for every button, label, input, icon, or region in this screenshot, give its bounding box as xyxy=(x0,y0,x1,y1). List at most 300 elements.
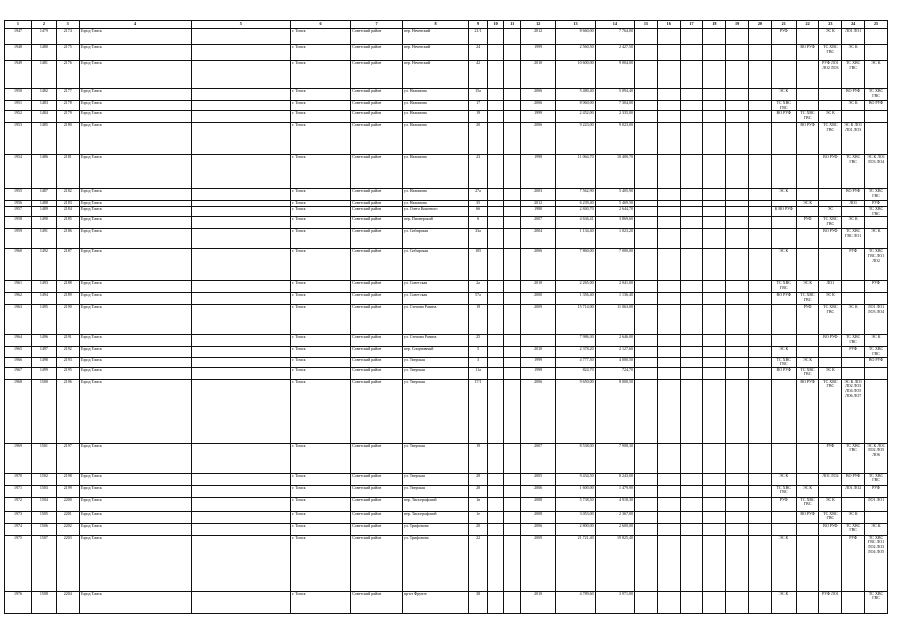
table-cell xyxy=(726,591,749,613)
table-cell xyxy=(680,523,703,535)
table-cell xyxy=(771,217,796,229)
table-cell xyxy=(796,229,819,249)
table-cell: ЭС К ЛО1 ЛО1 ЛО3 xyxy=(842,123,865,155)
table-cell xyxy=(680,367,703,379)
table-cell: Советский район xyxy=(351,201,403,207)
table-cell: 7 000,00 xyxy=(595,249,634,281)
table-cell xyxy=(749,591,772,613)
table-cell: Советский район xyxy=(351,473,403,485)
table-cell xyxy=(191,89,290,101)
table-cell xyxy=(703,89,726,101)
table-cell xyxy=(771,229,796,249)
table-cell xyxy=(680,229,703,249)
table-cell xyxy=(191,379,290,443)
table-cell xyxy=(504,123,521,155)
table-cell: Советский район xyxy=(351,207,403,217)
table-cell: ВО РУФ xyxy=(865,357,888,367)
table-cell xyxy=(703,591,726,613)
table-cell: Город Томск xyxy=(79,123,191,155)
table-cell xyxy=(726,111,749,123)
table-cell xyxy=(865,511,888,523)
table-cell: пер. Пионерский xyxy=(402,217,468,229)
table-cell: Город Томск xyxy=(79,155,191,189)
table-cell: 1496 xyxy=(31,335,56,347)
table-cell xyxy=(504,89,521,101)
table-cell xyxy=(191,335,290,347)
table-cell: ТС ХВС ГВС xyxy=(865,591,888,613)
table-cell: ТС ХВС ГВС xyxy=(796,367,819,379)
table-cell: Город Томск xyxy=(79,473,191,485)
table-cell: 1499 xyxy=(31,367,56,379)
table-cell xyxy=(487,29,504,45)
column-header: 16 xyxy=(657,21,680,29)
table-cell xyxy=(657,293,680,305)
table-cell: г. Томск xyxy=(291,305,351,335)
table-cell: 2175 xyxy=(56,45,79,61)
table-row xyxy=(5,249,888,281)
table-cell xyxy=(191,293,290,305)
table-cell: ТС ХВС ГВС xyxy=(865,89,888,101)
table-cell: 1507 xyxy=(31,535,56,591)
table-cell: ЭС К xyxy=(796,357,819,367)
table-cell xyxy=(703,293,726,305)
table-cell: 7 304,00 xyxy=(595,101,634,111)
table-cell xyxy=(487,61,504,89)
table-cell: 1е xyxy=(469,511,488,523)
table-cell xyxy=(703,473,726,485)
table-cell: 2а xyxy=(469,281,488,293)
table-cell: ВО РУФ xyxy=(842,473,865,485)
table-cell: г. Томск xyxy=(291,591,351,613)
table-cell: ЭС К xyxy=(771,591,796,613)
table-cell xyxy=(726,485,749,497)
table-cell xyxy=(487,111,504,123)
table-cell: г. Томск xyxy=(291,511,351,523)
table-cell: Город Томск xyxy=(79,207,191,217)
table-cell xyxy=(703,305,726,335)
table-cell: 1950 xyxy=(5,89,32,101)
table-cell: 1505 xyxy=(31,511,56,523)
table-row xyxy=(5,367,888,379)
table-cell: ул. Нахимова xyxy=(402,111,468,123)
table-cell: 8 243,00 xyxy=(595,473,634,485)
table-cell: ЭС К xyxy=(771,535,796,591)
table-cell: г. Томск xyxy=(291,45,351,61)
table-cell: Город Томск xyxy=(79,29,191,45)
table-cell: ЭС К xyxy=(865,523,888,535)
column-header: 10 xyxy=(487,21,504,29)
table-cell xyxy=(865,123,888,155)
table-cell xyxy=(635,61,658,89)
table-cell: Советский район xyxy=(351,217,403,229)
table-cell: 1492 xyxy=(31,249,56,281)
table-cell: ТС ХВС ГВС xyxy=(842,155,865,189)
table-cell xyxy=(487,485,504,497)
table-cell: ЭС К xyxy=(865,61,888,89)
table-cell xyxy=(504,511,521,523)
table-cell xyxy=(842,591,865,613)
table-cell xyxy=(749,61,772,89)
table-cell: 11а xyxy=(469,367,488,379)
table-cell xyxy=(657,123,680,155)
table-cell: ул. Нахимова xyxy=(402,89,468,101)
table-cell: Советский район xyxy=(351,89,403,101)
table-cell: 1970 xyxy=(5,473,32,485)
table-row xyxy=(5,89,888,101)
table-cell: 2000 xyxy=(521,293,556,305)
table-cell: 2185 xyxy=(56,217,79,229)
table-cell: 5 405,90 xyxy=(595,189,634,201)
table-cell: 1в xyxy=(469,497,488,511)
table-cell xyxy=(504,45,521,61)
table-cell: Советский район xyxy=(351,443,403,473)
table-cell: пер. Типографский xyxy=(402,511,468,523)
table-cell: ЭС К xyxy=(819,111,842,123)
table-cell: ул. Нахимова xyxy=(402,155,468,189)
table-cell: РУФ xyxy=(865,485,888,497)
table-cell: ТС ХВС ГВС xyxy=(819,123,842,155)
table-cell: ЭС К xyxy=(796,485,819,497)
table-cell xyxy=(657,485,680,497)
table-cell xyxy=(191,111,290,123)
table-cell: 2 378,20 xyxy=(556,347,595,357)
table-cell: 28 xyxy=(469,473,488,485)
table-cell: К ВО РУФ xyxy=(771,207,796,217)
table-cell: 2182 xyxy=(56,189,79,201)
table-cell xyxy=(657,189,680,201)
table-cell: 2 646,00 xyxy=(595,335,634,347)
table-cell xyxy=(680,443,703,473)
table-cell xyxy=(635,379,658,443)
table-cell xyxy=(680,511,703,523)
table-cell: 2203 xyxy=(56,535,79,591)
table-row xyxy=(5,293,888,305)
table-cell: ул. Нахимова xyxy=(402,189,468,201)
table-row xyxy=(5,335,888,347)
table-cell: 7 908,30 xyxy=(595,443,634,473)
table-cell xyxy=(487,335,504,347)
table-cell: ЭС К xyxy=(771,89,796,101)
table-cell xyxy=(865,45,888,61)
table-cell xyxy=(504,367,521,379)
table-cell: ул. Тверская xyxy=(402,379,468,443)
table-cell: 1965 xyxy=(5,347,32,357)
table-cell: 1480 xyxy=(31,45,56,61)
table-cell: Город Томск xyxy=(79,357,191,367)
table-cell xyxy=(703,511,726,523)
table-cell: ТС ХВС ГВС ЛО1 ЛО2 ЛО3 ЛО4 ЛО5 xyxy=(865,535,888,591)
table-cell: ул. Нахимова xyxy=(402,123,468,155)
table-cell xyxy=(796,207,819,217)
table-cell xyxy=(749,89,772,101)
table-cell xyxy=(191,485,290,497)
table-cell: ул. Степана Разина xyxy=(402,335,468,347)
table-cell xyxy=(703,207,726,217)
table-cell: 27а xyxy=(469,189,488,201)
table-cell: 2 800,00 xyxy=(556,523,595,535)
table-cell xyxy=(865,111,888,123)
column-header: 15 xyxy=(635,21,658,29)
table-cell xyxy=(504,29,521,45)
table-cell xyxy=(657,249,680,281)
table-cell xyxy=(635,29,658,45)
table-cell: 2180 xyxy=(56,123,79,155)
table-cell xyxy=(796,101,819,111)
table-cell xyxy=(635,523,658,535)
table-cell xyxy=(726,335,749,347)
table-cell xyxy=(635,45,658,61)
table-cell xyxy=(796,443,819,473)
table-cell: 2 335,00 xyxy=(595,111,634,123)
column-header: 23 xyxy=(819,21,842,29)
table-cell: 1491 xyxy=(31,229,56,249)
table-cell: РУФ xyxy=(796,217,819,229)
table-cell: 2010 xyxy=(521,591,556,613)
table-cell: 2186 xyxy=(56,229,79,249)
table-cell: ВО РУФ xyxy=(771,367,796,379)
table-cell: РУФ xyxy=(842,249,865,281)
table-cell: 1484 xyxy=(31,111,56,123)
table-cell: 9 434,50 xyxy=(556,473,595,485)
table-cell xyxy=(635,155,658,189)
table-cell xyxy=(680,29,703,45)
table-cell: 1494 xyxy=(31,293,56,305)
table-cell: 1951 xyxy=(5,101,32,111)
table-cell: ул. Тверская xyxy=(402,357,468,367)
table-cell xyxy=(504,305,521,335)
table-cell: ЭС К ЛО1 ЛО3 ЛО4 xyxy=(865,155,888,189)
table-row xyxy=(5,535,888,591)
table-cell xyxy=(726,101,749,111)
table-cell xyxy=(504,485,521,497)
table-cell xyxy=(657,357,680,367)
table-cell xyxy=(504,249,521,281)
table-cell: 20 xyxy=(469,523,488,535)
table-cell xyxy=(635,217,658,229)
table-cell xyxy=(504,229,521,249)
table-cell xyxy=(819,101,842,111)
table-cell: ВО РУФ xyxy=(819,523,842,535)
table-cell xyxy=(487,217,504,229)
table-cell: Город Томск xyxy=(79,497,191,511)
table-cell: 2 600,00 xyxy=(595,523,634,535)
table-cell: ВО РУФ xyxy=(796,511,819,523)
table-cell xyxy=(504,523,521,535)
table-cell: 1968 xyxy=(5,379,32,443)
table-cell: ВО РУФ xyxy=(819,335,842,347)
table-cell: ТС ХВС ГВС xyxy=(819,379,842,443)
table-cell: ул. Трифонова xyxy=(402,523,468,535)
table-cell: г. Томск xyxy=(291,379,351,443)
table-cell xyxy=(680,207,703,217)
table-cell: ТС ХВС ГВС xyxy=(842,61,865,89)
table-row xyxy=(5,473,888,485)
table-cell xyxy=(726,229,749,249)
table-cell: 2005 xyxy=(521,473,556,485)
table-row xyxy=(5,305,888,335)
table-cell xyxy=(726,511,749,523)
table-cell: 1959 xyxy=(5,229,32,249)
table-cell xyxy=(749,485,772,497)
table-cell: 1483 xyxy=(31,101,56,111)
table-cell: г. Томск xyxy=(291,347,351,357)
table-cell: РУФ xyxy=(771,29,796,45)
table-cell: г. Томск xyxy=(291,335,351,347)
table-row xyxy=(5,29,888,45)
table-cell xyxy=(865,217,888,229)
table-cell xyxy=(487,249,504,281)
column-header: 19 xyxy=(726,21,749,29)
table-cell: 1962 xyxy=(5,293,32,305)
table-cell: РУФ xyxy=(842,347,865,357)
table-cell xyxy=(703,335,726,347)
table-cell: Город Томск xyxy=(79,379,191,443)
table-cell: ЭС К xyxy=(819,497,842,511)
table-cell: Город Томск xyxy=(79,511,191,523)
table-cell xyxy=(749,45,772,61)
table-cell: РУФ xyxy=(865,201,888,207)
table-cell xyxy=(749,293,772,305)
table-cell xyxy=(749,29,772,45)
table-cell: 2007 xyxy=(521,443,556,473)
table-cell xyxy=(487,123,504,155)
table-cell: Советский район xyxy=(351,123,403,155)
table-cell: 1503 xyxy=(31,485,56,497)
table-cell: 3 xyxy=(469,357,488,367)
table-cell xyxy=(487,45,504,61)
table-cell: Город Томск xyxy=(79,443,191,473)
table-cell: ТС ХВС ГВС xyxy=(796,293,819,305)
table-cell: 2179 xyxy=(56,111,79,123)
table-cell: ЭС К ЛО1 ЛО2 ЛО3 ЛО4 ЛО5 ЛО6 ЛО7 xyxy=(842,379,865,443)
table-cell: ТС ХВС ГВС xyxy=(819,217,842,229)
table-cell: 5 094,40 xyxy=(595,89,634,101)
table-cell xyxy=(680,357,703,367)
table-cell: Советский район xyxy=(351,189,403,201)
table-cell: 35 xyxy=(469,201,488,207)
table-cell: 824,70 xyxy=(556,367,595,379)
table-cell xyxy=(635,357,658,367)
table-cell: 28 xyxy=(469,485,488,497)
table-cell xyxy=(726,281,749,293)
table-cell: 2 840,70 xyxy=(556,207,595,217)
table-cell: ВО РУФ xyxy=(842,89,865,101)
table-cell: 1495 xyxy=(31,305,56,335)
table-cell: ВО РУФ xyxy=(771,111,796,123)
table-cell: Город Томск xyxy=(79,61,191,89)
table-cell xyxy=(726,535,749,591)
table-cell: г. Томск xyxy=(291,293,351,305)
table-cell: Советский район xyxy=(351,511,403,523)
table-cell: 9 023,00 xyxy=(595,123,634,155)
table-cell xyxy=(487,347,504,357)
table-cell: 7 986,30 xyxy=(556,335,595,347)
table-cell xyxy=(726,189,749,201)
table-cell xyxy=(680,347,703,357)
table-cell: 1506 xyxy=(31,523,56,535)
table-cell: ЭС К xyxy=(842,217,865,229)
table-cell: 1487 xyxy=(31,189,56,201)
table-cell: 2196 xyxy=(56,379,79,443)
table-cell: 24 xyxy=(469,45,488,61)
table-cell xyxy=(635,497,658,511)
table-cell: 7 562,90 xyxy=(556,189,595,201)
table-cell: Город Томск xyxy=(79,111,191,123)
table-cell: пер. Нечевский xyxy=(402,45,468,61)
table-cell: 11 064,70 xyxy=(556,155,595,189)
table-cell: 1948 xyxy=(5,45,32,61)
table-cell: 2008 xyxy=(521,511,556,523)
table-cell: 1952 xyxy=(5,111,32,123)
table-cell: г. Томск xyxy=(291,281,351,293)
table-cell xyxy=(703,29,726,45)
table-cell: ЭС К xyxy=(771,189,796,201)
table-cell xyxy=(191,249,290,281)
table-cell: ЭС К xyxy=(771,249,796,281)
table-cell xyxy=(703,367,726,379)
table-cell: Советский район xyxy=(351,367,403,379)
table-cell: 23 xyxy=(469,155,488,189)
table-cell: ул. Нахимова xyxy=(402,101,468,111)
table-cell xyxy=(191,443,290,473)
table-cell xyxy=(842,497,865,511)
table-cell xyxy=(191,217,290,229)
table-cell xyxy=(842,111,865,123)
table-cell: г. Томск xyxy=(291,443,351,473)
table-cell xyxy=(771,155,796,189)
table-cell xyxy=(865,379,888,443)
table-cell xyxy=(703,61,726,89)
table-cell: 5 738,50 xyxy=(556,497,595,511)
table-row xyxy=(5,511,888,523)
table-cell xyxy=(680,217,703,229)
table-cell xyxy=(635,89,658,101)
table-cell: ТС ХВС ГВС xyxy=(796,111,819,123)
column-header: 25 xyxy=(865,21,888,29)
table-cell xyxy=(796,473,819,485)
table-cell: 2202 xyxy=(56,523,79,535)
table-cell xyxy=(635,281,658,293)
table-cell xyxy=(749,229,772,249)
table-cell: 11 063,00 xyxy=(595,305,634,335)
table-cell: ВО РУФ xyxy=(819,229,842,249)
table-cell: 2010 xyxy=(521,281,556,293)
table-cell xyxy=(487,207,504,217)
table-cell: 1947 xyxy=(5,29,32,45)
table-cell xyxy=(771,123,796,155)
table-cell: ЛО1 ЛО2 xyxy=(842,485,865,497)
table-cell: 1999 xyxy=(521,357,556,367)
table-cell xyxy=(657,367,680,379)
table-cell xyxy=(749,123,772,155)
table-cell: 2006 xyxy=(521,249,556,281)
table-cell xyxy=(635,305,658,335)
table-cell xyxy=(680,591,703,613)
table-row xyxy=(5,443,888,473)
table-cell xyxy=(635,189,658,201)
table-cell xyxy=(635,347,658,357)
table-cell: 2 127,60 xyxy=(595,347,634,357)
table-cell: Город Томск xyxy=(79,305,191,335)
table-cell: 19 xyxy=(469,111,488,123)
table-cell: 1497 xyxy=(31,347,56,357)
table-cell: 1 479,90 xyxy=(595,485,634,497)
table-cell: 2176 xyxy=(56,61,79,89)
table-cell: РУФ xyxy=(819,443,842,473)
table-cell xyxy=(657,511,680,523)
table-cell: 1958 xyxy=(5,217,32,229)
table-cell xyxy=(726,379,749,443)
